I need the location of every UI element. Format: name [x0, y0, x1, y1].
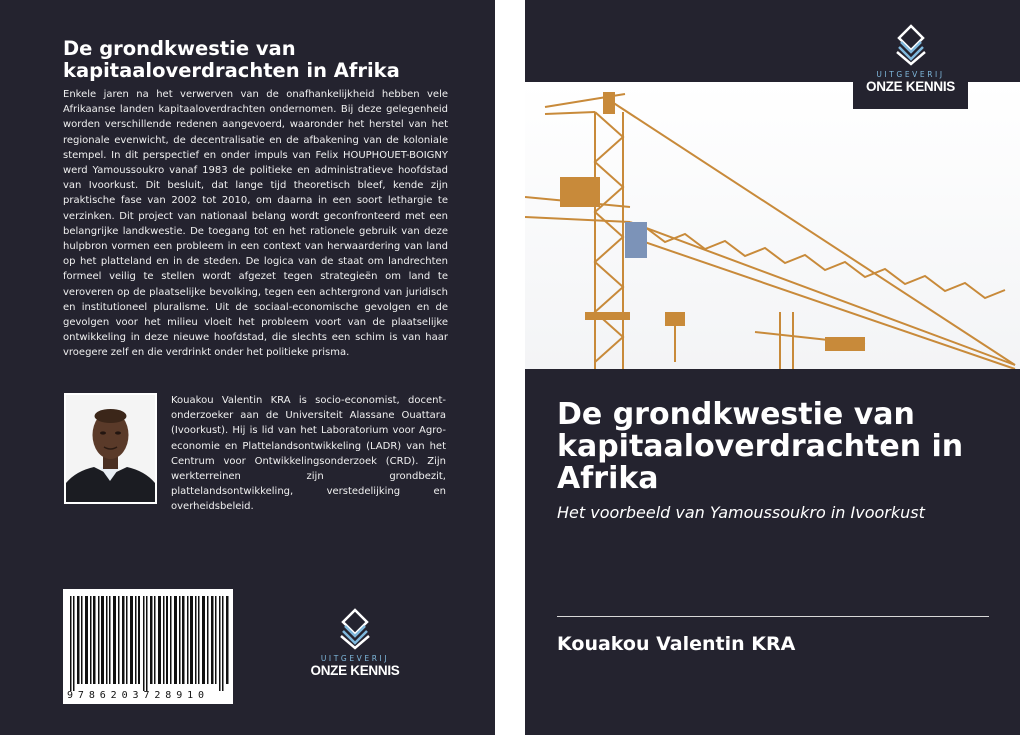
back-cover-blurb: Enkele jaren na het verwerven van de onafhankelijkheid hebben vele Afrikaanse landen kapitaaloverdrachten ondernomen. Bij deze gelegenheid worden verschillende redenen aangevoerd, waaronder het herstel van het regionale evenwicht, de decentralisatie en de afbakening van de koloniale stempel. In dit perspectief en onder impuls van Felix HOUPHOUET-BOIGNY werd Yamoussoukro vanaf 1983 de politieke en administratieve hoofdstad van Ivoorkust. Dit besluit, dat lange tijd theoretisch bleef, kende zijn praktische fase van 2002 tot 2010, om daarna in een soort lethargie te verzinken. Dit project van nationaal belang wordt geconfronteerd met een belangrijke landkwestie. De toegang tot en het rationele gebruik van deze hulpbron vormen een probleem in een context van herwaardering van land op het platteland en in de steden. De logica van de staat om landrechten formeel veilig te stellen wordt afgezet tegen strategieën om land te veroveren op de plaatselijke bevolking, tegen een achtergrond van juridisch en institutioneel pluralisme. Uit de sociaal-economische gevolgen en de gevolgen voor het milieu vloeit het probleem voort van de plaatselijke ontwikkeling in deze nieuwe hoofdstad, die slechts een schim is van haar vroegere zelf en die verdrinkt onder het politieke prisma. [63, 89, 448, 359]
back-cover-title: De grondkwestie van kapitaaloverdrachten in Afrika [63, 37, 400, 82]
publisher-line1: UITGEVERIJ [320, 654, 390, 663]
book-spine [495, 0, 525, 735]
author-bio: Kouakou Valentin KRA is socio-economist, docent-onderzoeker aan de Universiteit Alassane Ouattara (Ivoorkust). Hij is lid van het Laboratorium voor Agro-economie en Plattelandsontwikkeling (LADR) van het Centrum voor Ontwikkelingsonderzoek (CRD). Zijn werkterreinen zijn grondbezit, plattelandsontwikkeling, verstedelijking en overheidsbeleid. [171, 395, 446, 513]
front-cover-title: De grondkwestie van kapitaaloverdrachten in Afrika [557, 397, 964, 496]
publisher-line1: UITGEVERIJ [876, 70, 945, 79]
publisher-line2: ONZE KENNIS [866, 79, 955, 94]
back-cover [0, 0, 495, 735]
isbn-digits: 9786203728910 [67, 690, 209, 701]
divider [557, 616, 989, 617]
crane-photo [525, 82, 1020, 369]
book-pages-icon [333, 608, 377, 650]
book-pages-icon [889, 24, 933, 66]
front-cover [525, 0, 1020, 735]
front-cover-author: Kouakou Valentin KRA [557, 633, 796, 655]
isbn-barcode [63, 589, 233, 704]
front-cover-subtitle: Het voorbeeld van Yamoussoukro in Ivoorkust [557, 503, 925, 522]
publisher-logo-front [853, 22, 968, 109]
publisher-logo-back [300, 608, 410, 688]
publisher-line2: ONZE KENNIS [310, 663, 400, 678]
author-photo [64, 393, 157, 504]
